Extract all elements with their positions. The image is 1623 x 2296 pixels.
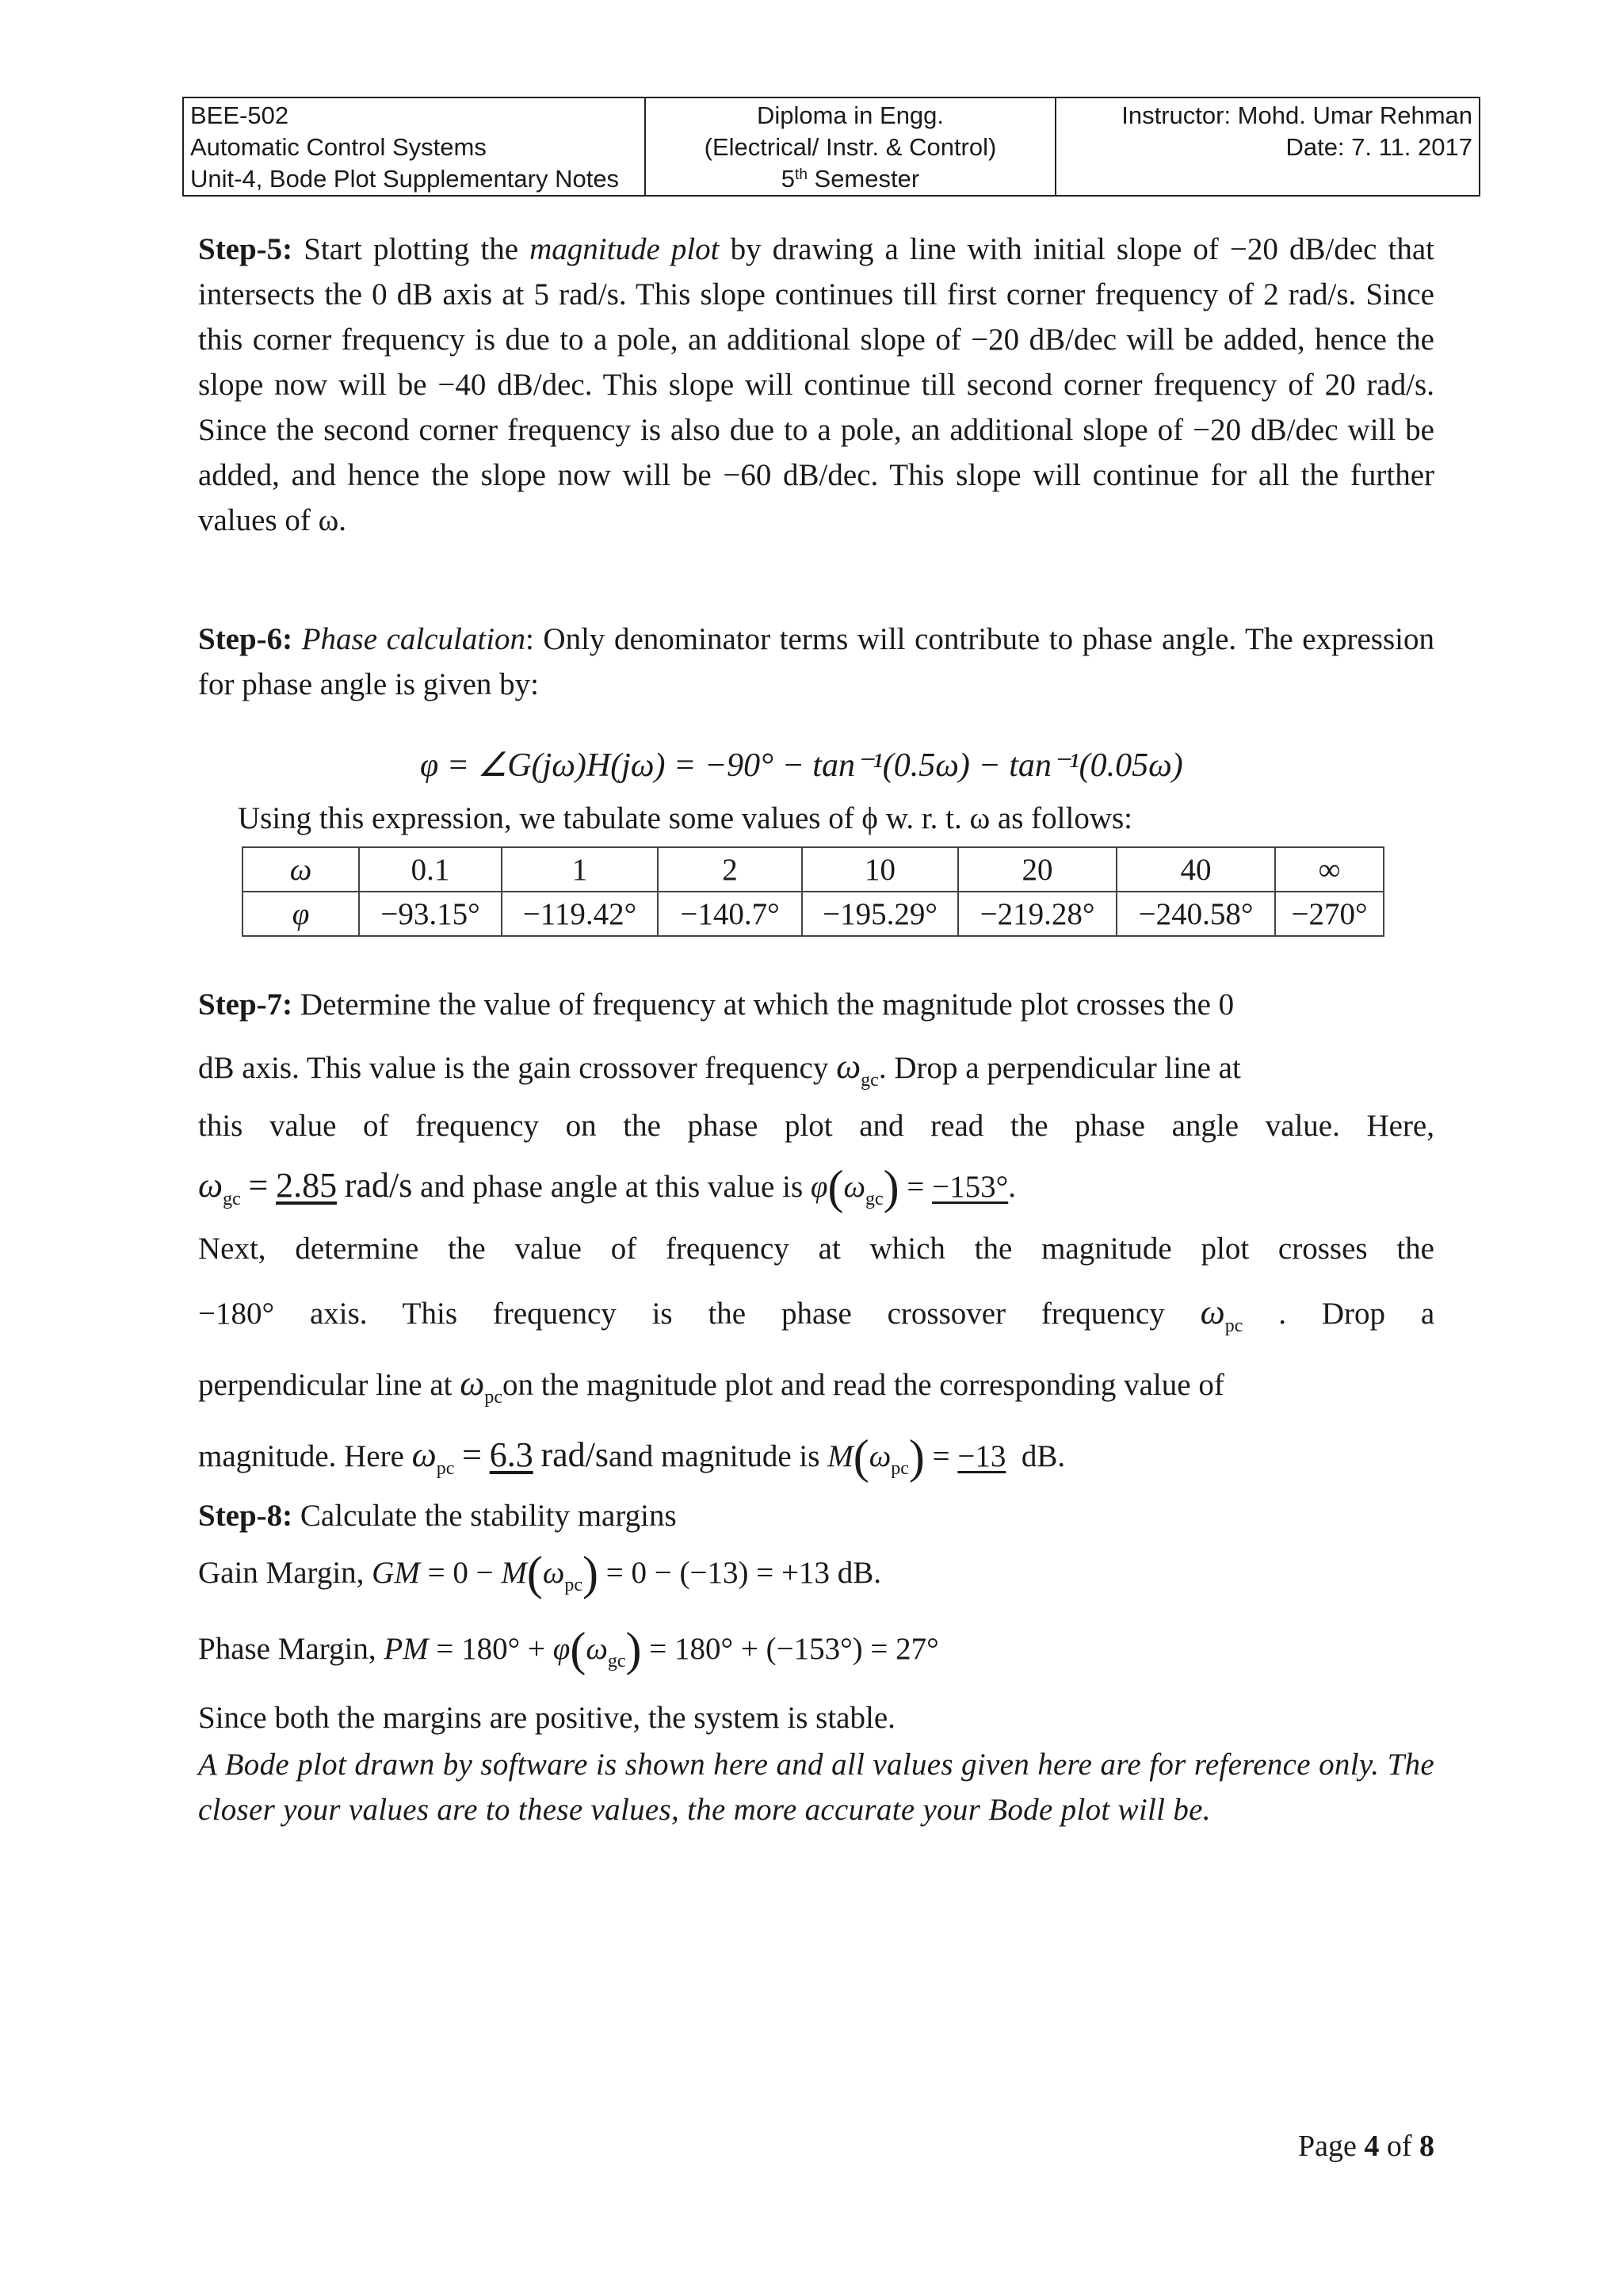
table-cell: −195.29° bbox=[802, 892, 958, 936]
unit-title: Unit-4, Bode Plot Supplementary Notes bbox=[190, 165, 620, 193]
table-cell: 40 bbox=[1117, 847, 1275, 892]
table-cell: −270° bbox=[1275, 892, 1384, 936]
phi-header: φ bbox=[242, 892, 359, 936]
table-cell: ∞ bbox=[1275, 847, 1384, 892]
step6-label: Step-6: bbox=[198, 622, 293, 656]
step7-line8: magnitude. Here $\omega_{pc} = 6.3$ rad/sand magnitude is $M(\omega_{pc}) = -13$ dB. bbox=[198, 1431, 1066, 1483]
step7-label: Step-7: bbox=[198, 988, 293, 1022]
magnitude-at-pc-value: −13 bbox=[957, 1439, 1006, 1473]
table-intro: Using this expression, we tabulate some values of ϕ w. r. t. ω as follows: bbox=[238, 801, 1133, 835]
program-name: Diploma in Engg. bbox=[756, 101, 945, 129]
table-cell: 1 bbox=[502, 847, 658, 892]
header-course-cell bbox=[184, 98, 646, 195]
table-cell: 2 bbox=[658, 847, 802, 892]
stability-conclusion: Since both the margins are positive, the system is stable. bbox=[198, 1701, 896, 1735]
course-code: BEE-502 bbox=[190, 101, 289, 129]
table-cell: −93.15° bbox=[359, 892, 502, 936]
step8-heading: Step-8: Calculate the stability margins bbox=[198, 1499, 677, 1533]
phase-table bbox=[242, 846, 1384, 937]
table-row bbox=[242, 892, 1384, 936]
page-number: Page 4 of 8 bbox=[1297, 2130, 1434, 2163]
phase-calculation-term: Phase calculation bbox=[301, 622, 526, 656]
table-cell: −119.42° bbox=[502, 892, 658, 936]
phase-at-gc-value: −153° bbox=[932, 1170, 1009, 1204]
table-row bbox=[242, 847, 1384, 892]
table-cell: −219.28° bbox=[958, 892, 1117, 936]
step7-line4: $\omega_{gc} = 2.85$ rad/s and phase angle at this value is $\varphi(\omega_{gc}) = -153^\circ$. bbox=[198, 1161, 1016, 1213]
step5-paragraph: Step-5: Start plotting the magnitude plot by drawing a line with initial slope of −20 dB/dec that intersects the 0 dB axis at 5 rad/s. This slope continues till first corner frequency of 2 rad/s. Since this corner frequency is due to a pole, an additional slope of −20 dB/dec will be added, hence the slope now will be −40 dB/dec. This slope will continue till second corner frequency of 20 rad/s. Since the second corner frequency is also due to a pole, an additional slope of −20 dB/dec will be added, and hence the slope now will be −60 dB/dec. This slope will continue for all the further values of ω. bbox=[198, 232, 1434, 537]
step5-label: Step-5: bbox=[198, 232, 293, 266]
program-branch: (Electrical/ Instr. & Control) bbox=[704, 133, 997, 161]
header-instructor-cell bbox=[1056, 98, 1479, 195]
table-cell: 0.1 bbox=[359, 847, 502, 892]
magnitude-plot-term: magnitude plot bbox=[529, 232, 720, 266]
table-cell: 20 bbox=[958, 847, 1117, 892]
step7-line5: Next, determine the value of frequency at which the magnitude plot crosses the bbox=[198, 1232, 1434, 1266]
phase-equation: φ = ∠G(jω)H(jω) = −90° − tan⁻¹(0.5ω) − tan⁻¹(0.05ω) bbox=[420, 747, 1183, 784]
phase-margin-line: Phase Margin, PM = $180^\circ + \varphi(\omega_{gc}) = 180^\circ + (-153^\circ) = 27^\circ$ bbox=[198, 1623, 939, 1675]
semester: 5th Semester bbox=[781, 165, 920, 193]
step6-paragraph: Step-6: Phase calculation: Only denominator terms will contribute to phase angle. The expression for phase angle is given by: bbox=[198, 622, 1434, 701]
date: Date: 7. 11. 2017 bbox=[1285, 133, 1472, 161]
phase-crossover-value: 6.3 bbox=[489, 1435, 533, 1474]
table-cell: −240.58° bbox=[1117, 892, 1275, 936]
table-cell: 10 bbox=[802, 847, 958, 892]
step8-label: Step-8: bbox=[198, 1499, 293, 1533]
step7-line7: perpendicular line at $\omega_{pc}on$ the magnitude plot and read the corresponding value of bbox=[198, 1364, 1224, 1408]
step7-line3: this value of frequency on the phase plot and read the phase angle value. Here, bbox=[198, 1109, 1434, 1143]
omega-header: ω bbox=[242, 847, 359, 892]
step7-line2: dB axis. This value is the gain crossover frequency $\omega_{gc}$. Drop a perpendicular line at bbox=[198, 1047, 1241, 1091]
instructor-name: Instructor: Mohd. Umar Rehman bbox=[1121, 101, 1472, 129]
header-table bbox=[182, 97, 1480, 197]
gain-crossover-value: 2.85 bbox=[276, 1166, 338, 1205]
step7-line6: −180° axis. This frequency is the phase crossover frequency $\omega_{pc}$ . Drop a bbox=[198, 1293, 1435, 1336]
course-name: Automatic Control Systems bbox=[190, 133, 487, 161]
reference-note: A Bode plot drawn by software is shown here and all values given here are for reference only. The closer your values are to these values, the more accurate your Bode plot will be. bbox=[198, 1748, 1434, 1827]
gain-margin-line: Gain Margin, GM = $0 - M(\omega_{pc}) = 0 - (-13) = +13$ dB. bbox=[198, 1547, 881, 1599]
step7-line1: Step-7: Determine the value of frequency at which the magnitude plot crosses the 0 bbox=[198, 988, 1235, 1022]
header-program-cell bbox=[646, 98, 1056, 195]
table-cell: −140.7° bbox=[658, 892, 802, 936]
